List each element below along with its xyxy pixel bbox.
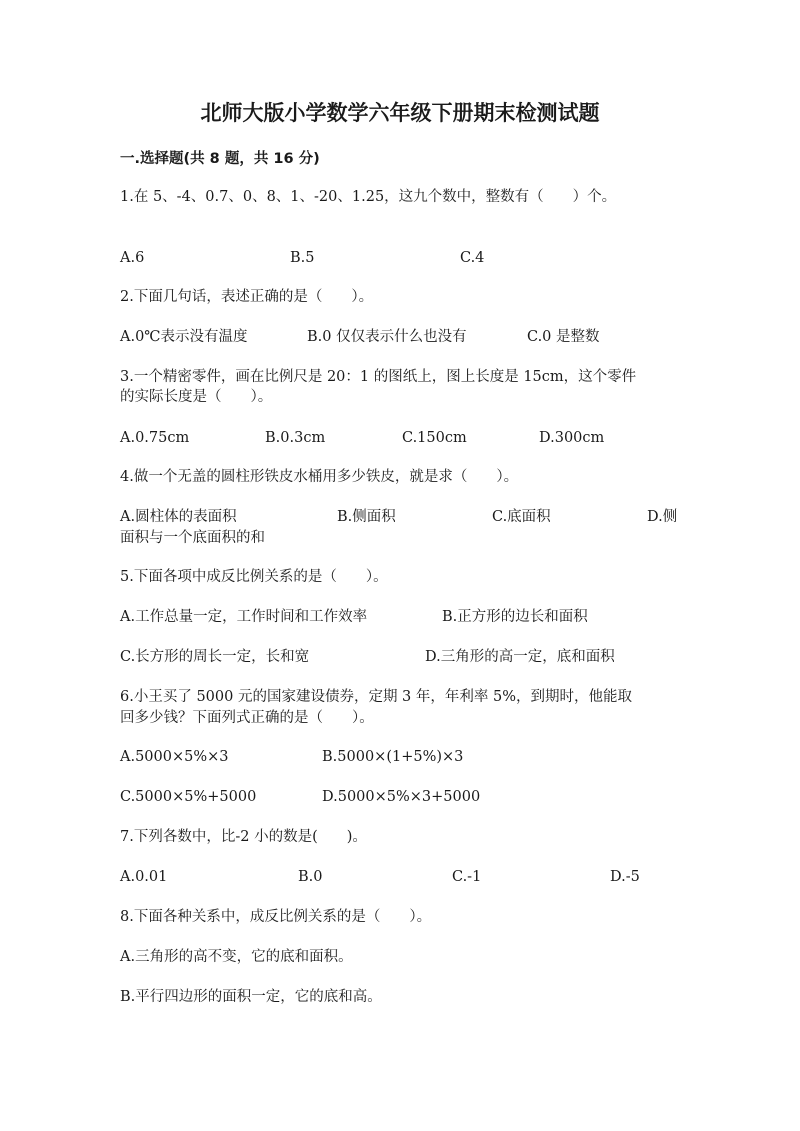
q4-option-a: A.圆柱体的表面积 (120, 509, 237, 525)
question-3-stem-line-2: 的实际长度是（ ）。 (120, 389, 273, 405)
question-4-stem: 4.做一个无盖的圆柱形铁皮水桶用多少铁皮，就是求（ ）。 (120, 469, 519, 485)
question-6-stem-line-2: 回多少钱？下面列式正确的是（ ）。 (120, 710, 374, 726)
q7-option-c: C.-1 (452, 869, 482, 885)
question-5-stem: 5.下面各项中成反比例关系的是（ ）。 (120, 569, 388, 585)
question-2-stem: 2.下面几句话，表述正确的是（ ）。 (120, 289, 374, 305)
question-1-stem: 1.在 5、-4、0.7、0、8、1、-20、1.25，这九个数中，整数有（ ）个。 (120, 189, 617, 205)
q6-option-d: D.5000×5%×3+5000 (322, 789, 481, 805)
q6-option-a: A.5000×5%×3 (120, 749, 229, 765)
q3-option-a: A.0.75cm (120, 430, 190, 446)
q5-option-b: B.正方形的边长和面积 (442, 609, 588, 625)
q1-option-a: A.6 (120, 250, 145, 266)
question-6-stem-line-1: 6.小王买了 5000 元的国家建设债券，定期 3 年，年利率 5%，到期时，他能取 (120, 689, 633, 705)
q4-option-b: B.侧面积 (337, 509, 396, 525)
q8-option-b: B.平行四边形的面积一定，它的底和高。 (120, 989, 382, 1005)
question-3-stem-line-1: 3.一个精密零件，画在比例尺是 20：1 的图纸上，图上长度是 15cm，这个零件 (120, 369, 637, 385)
q4-option-d: D.侧 (647, 509, 678, 525)
q6-option-c: C.5000×5%+5000 (120, 789, 257, 805)
question-7-stem: 7.下列各数中，比-2 小的数是( )。 (120, 829, 367, 845)
q3-option-c: C.150cm (402, 430, 467, 446)
q7-option-d: D.-5 (610, 869, 640, 885)
q5-option-a: A.工作总量一定，工作时间和工作效率 (120, 609, 368, 625)
q4-option-c: C.底面积 (492, 509, 551, 525)
section-heading: 一.选择题(共 8 题，共 16 分) (120, 151, 320, 167)
q2-option-b: B.0 仅仅表示什么也没有 (307, 329, 467, 345)
q1-option-b: B.5 (290, 250, 315, 266)
q7-option-b: B.0 (298, 869, 323, 885)
q3-option-d: D.300cm (539, 430, 605, 446)
q2-option-a: A.0℃表示没有温度 (120, 329, 248, 345)
q6-option-b: B.5000×(1+5%)×3 (322, 749, 464, 765)
q7-option-a: A.0.01 (120, 869, 168, 885)
q5-option-d: D.三角形的高一定，底和面积 (425, 649, 615, 665)
q5-option-c: C.长方形的周长一定，长和宽 (120, 649, 310, 665)
question-8-stem: 8.下面各种关系中，成反比例关系的是（ ）。 (120, 909, 432, 925)
q8-option-a: A.三角形的高不变，它的底和面积。 (120, 949, 353, 965)
q4-option-d-continuation: 面积与一个底面积的和 (120, 530, 265, 546)
page-title: 北师大版小学数学六年级下册期末检测试题 (200, 101, 600, 125)
q3-option-b: B.0.3cm (265, 430, 326, 446)
q2-option-c: C.0 是整数 (527, 329, 600, 345)
q1-option-c: C.4 (460, 250, 485, 266)
